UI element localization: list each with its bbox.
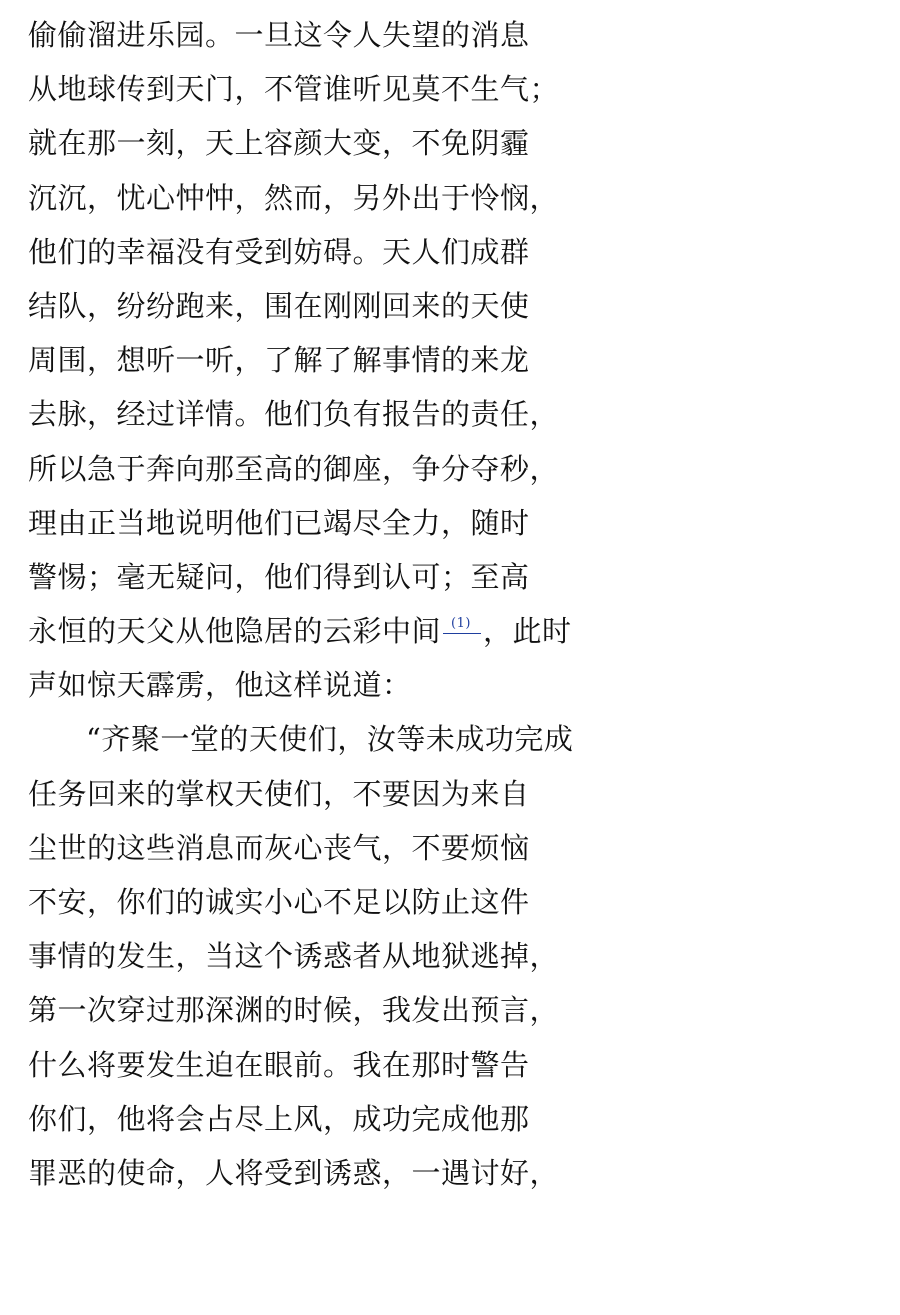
text-line: 所以急于奔向那至高的御座，争分夺秒，: [28, 451, 560, 486]
text-line: 就在那一刻，天上容颜大变，不免阴霾: [28, 126, 530, 161]
text-line: 第一次穿过那深渊的时候，我发出预言，: [28, 993, 560, 1028]
text-line: 警惕；毫无疑问，他们得到认可；至高: [28, 559, 530, 594]
text-line: 任务回来的掌权天使们，不要因为来自: [28, 776, 530, 811]
text-line: 周围，想听一听，了解了解事情的来龙: [28, 343, 530, 378]
footnote-link[interactable]: (1): [443, 617, 481, 634]
text-line: 你们，他将会占尽上风，成功完成他那: [28, 1101, 530, 1136]
text-line: 理由正当地说明他们已竭尽全力，随时: [28, 505, 530, 540]
text-line: 偷偷溜进乐园。一旦这令人失望的消息: [28, 18, 530, 52]
text-line: 声如惊天霹雳，他这样说道：: [28, 668, 412, 703]
text-segment: 永恒的天父从他隐居的云彩中间: [28, 614, 442, 649]
text-line: 事情的发生，当这个诱惑者从地狱逃掉，: [28, 939, 560, 974]
paragraph-start-line: “齐聚一堂的天使们，汝等未成功完成: [86, 722, 574, 757]
text-line: 不安，你们的诚实小心不足以防止这件: [28, 885, 530, 919]
text-line: 罪恶的使命，人将受到诱惑，一遇讨好，: [28, 1155, 560, 1190]
text-segment: ，此时: [482, 614, 572, 649]
body-text: [28, 8, 888, 1200]
text-line: 他们的幸福没有受到妨碍。天人们成群: [28, 234, 530, 269]
text-line: 沉沉，忧心忡忡，然而，另外出于怜悯，: [28, 180, 560, 215]
text-line: 去脉，经过详情。他们负有报告的责任，: [28, 397, 560, 432]
text-line: 什么将要发生迫在眼前。我在那时警告: [28, 1047, 530, 1082]
text-line-with-footnote: [28, 604, 888, 658]
text-line: 尘世的这些消息而灰心丧气，不要烦恼: [28, 830, 530, 865]
text-line: 结队，纷纷跑来，围在刚刚回来的天使: [28, 288, 530, 323]
text-line: 从地球传到天门，不管谁听见莫不生气；: [28, 72, 560, 107]
